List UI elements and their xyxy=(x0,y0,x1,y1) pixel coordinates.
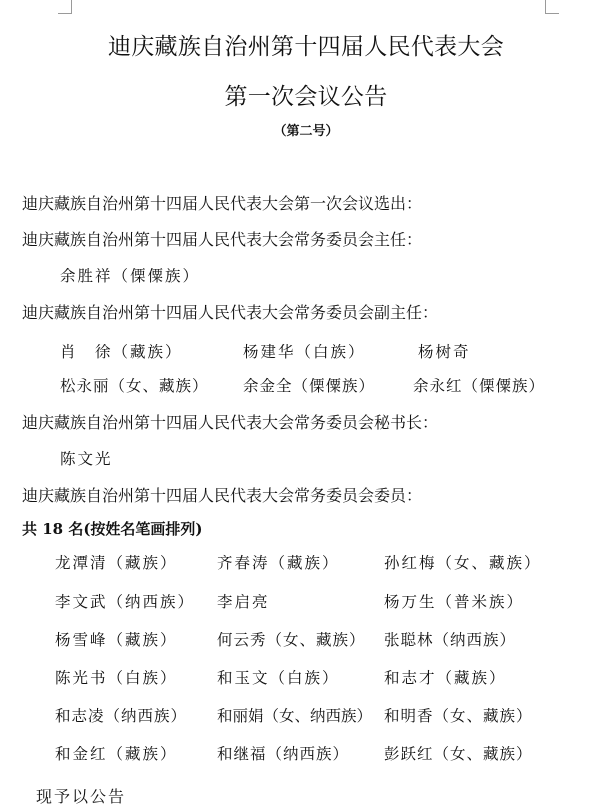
member-name: 和志凌（纳西族） xyxy=(55,707,188,725)
deputy-name: 肖 徐（藏族） xyxy=(60,343,183,361)
member-name: 和丽娟（女、纳西族） xyxy=(217,707,373,725)
member-name: 杨万生（普米族） xyxy=(384,593,525,611)
director-heading: 迪庆藏族自治州第十四届人民代表大会常务委员会主任： xyxy=(22,230,423,249)
deputy-heading: 迪庆藏族自治州第十四届人民代表大会常务委员会副主任： xyxy=(22,303,439,322)
deputy-name: 松永丽（女、藏族） xyxy=(60,377,209,395)
deputy-name: 余永红（傈僳族） xyxy=(413,377,546,395)
members-count: 共 18 名(按姓名笔画排列) xyxy=(22,520,203,538)
deputy-name: 杨树奇 xyxy=(418,343,471,361)
member-name: 和明香（女、藏族） xyxy=(384,707,533,725)
member-name: 何云秀（女、藏族） xyxy=(217,631,366,649)
secretary-heading: 迪庆藏族自治州第十四届人民代表大会常务委员会秘书长： xyxy=(22,413,439,432)
member-name: 和志才（藏族） xyxy=(384,669,507,687)
crop-mark-left xyxy=(71,0,72,14)
page-title-line2: 第一次会议公告 xyxy=(224,84,388,110)
closing-text: 现予以公告 xyxy=(36,787,127,806)
member-name: 龙潭清（藏族） xyxy=(55,554,178,572)
deputy-name: 余金全（傈僳族） xyxy=(243,377,376,395)
member-name: 齐春涛（藏族） xyxy=(217,554,340,572)
member-name: 和金红（藏族） xyxy=(55,745,178,763)
member-name: 张聪林（纳西族） xyxy=(384,631,517,649)
crop-mark-left-h xyxy=(58,13,72,14)
crop-mark-right xyxy=(545,0,546,14)
member-name: 彭跃红（女、藏族） xyxy=(384,745,533,763)
deputy-name: 杨建华（白族） xyxy=(243,343,366,361)
director-name: 余胜祥（傈僳族） xyxy=(60,267,201,285)
page-title-line1: 迪庆藏族自治州第十四届人民代表大会 xyxy=(107,34,505,60)
member-name: 李启亮 xyxy=(217,593,270,611)
member-name: 孙红梅（女、藏族） xyxy=(384,554,542,572)
member-name: 杨雪峰（藏族） xyxy=(55,631,178,649)
members-heading: 迪庆藏族自治州第十四届人民代表大会常务委员会委员： xyxy=(22,486,423,505)
member-name: 和玉文（白族） xyxy=(217,669,340,687)
crop-mark-right-h xyxy=(545,13,559,14)
secretary-name: 陈文光 xyxy=(60,450,113,468)
member-name: 李文武（纳西族） xyxy=(55,593,196,611)
member-name: 和继福（纳西族） xyxy=(217,745,350,763)
document-number: （第二号） xyxy=(273,124,339,139)
intro-text: 迪庆藏族自治州第十四届人民代表大会第一次会议选出： xyxy=(22,194,423,213)
member-name: 陈光书（白族） xyxy=(55,669,178,687)
